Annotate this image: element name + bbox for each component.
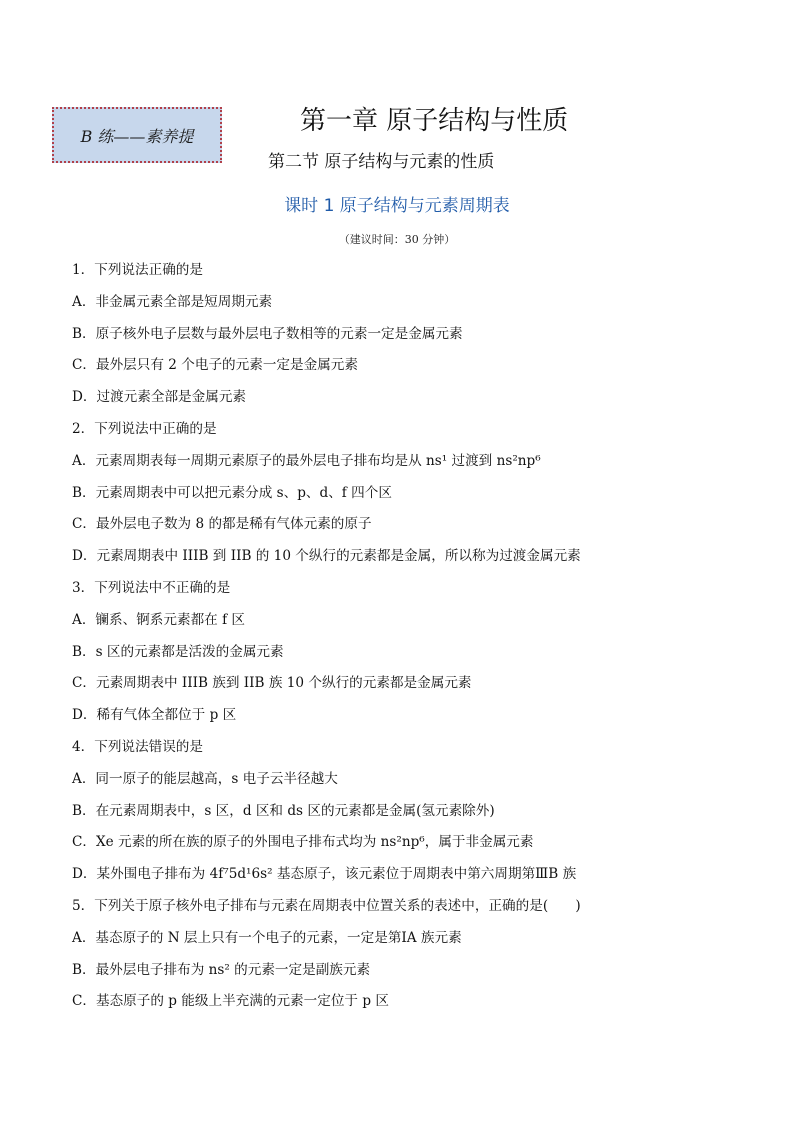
option-c: C．元素周期表中 IIIB 族到 IIB 族 10 个纵行的元素都是金属元素 bbox=[72, 675, 472, 692]
option-b: B．最外层电子排布为 ns² 的元素一定是副族元素 bbox=[72, 961, 371, 978]
question-stem: 3．下列说法中不正确的是 bbox=[72, 579, 231, 596]
option-d: D．过渡元素全部是金属元素 bbox=[72, 389, 247, 406]
option-b: B．s 区的元素都是活泼的金属元素 bbox=[72, 643, 284, 660]
question-stem: 1．下列说法正确的是 bbox=[72, 262, 203, 278]
question-3 bbox=[72, 578, 752, 737]
chapter-title: 第一章 原子结构与性质 bbox=[300, 106, 569, 136]
option-b: B．元素周期表中可以把元素分成 s、p、d、f 四个区 bbox=[72, 484, 392, 501]
option-d: D．稀有气体全都位于 p 区 bbox=[72, 707, 237, 724]
question-1 bbox=[72, 260, 752, 419]
option-a: A．同一原子的能层越高，s 电子云半径越大 bbox=[72, 770, 338, 787]
option-c: C．基态原子的 p 能级上半充满的元素一定位于 p 区 bbox=[72, 993, 389, 1010]
option-a: A．非金属元素全部是短周期元素 bbox=[72, 293, 273, 310]
option-c: C．Xe 元素的所在族的原子的外围电子排布式均为 ns²np⁶，属于非金属元素 bbox=[72, 834, 534, 851]
question-list bbox=[72, 260, 752, 1023]
section-title: 第二节 原子结构与元素的性质 bbox=[268, 152, 495, 172]
option-d: D．元素周期表中 IIIB 到 IIB 的 10 个纵行的元素都是金属，所以称为过渡金属元素 bbox=[72, 548, 581, 565]
question-stem: 2．下列说法中正确的是 bbox=[72, 420, 217, 437]
option-a: A．镧系、锕系元素都在 f 区 bbox=[72, 611, 246, 628]
option-d: D．某外围电子排布为 4f⁷5d¹6s² 基态原子，该元素位于周期表中第六周期第ⅢB 族 bbox=[72, 866, 577, 883]
option-c: C．最外层电子数为 8 的都是稀有气体元素的原子 bbox=[72, 516, 372, 533]
question-5 bbox=[72, 896, 752, 1023]
badge-text: B 练——素养提 bbox=[80, 126, 194, 146]
question-stem: 4．下列说法错误的是 bbox=[72, 738, 203, 755]
option-a: A．元素周期表每一周期元素原子的最外层电子排布均是从 ns¹ 过渡到 ns²np⁶ bbox=[72, 452, 541, 469]
option-c: C．最外层只有 2 个电子的元素一定是金属元素 bbox=[72, 357, 358, 374]
option-b: B．在元素周期表中，s 区，d 区和 ds 区的元素都是金属(氢元素除外) bbox=[72, 802, 495, 819]
practice-badge bbox=[52, 107, 222, 163]
question-2 bbox=[72, 419, 752, 578]
question-stem: 5．下列关于原子核外电子排布与元素在周期表中位置关系的表述中，正确的是( ) bbox=[72, 897, 581, 914]
lesson-title: 课时 1 原子结构与元素周期表 bbox=[284, 196, 510, 216]
question-4 bbox=[72, 737, 752, 896]
option-a: A．基态原子的 N 层上只有一个电子的元素，一定是第ⅠA 族元素 bbox=[72, 929, 462, 946]
time-hint: （建议时间：30 分钟） bbox=[338, 233, 456, 246]
option-b: B．原子核外电子层数与最外层电子数相等的元素一定是金属元素 bbox=[72, 325, 463, 342]
